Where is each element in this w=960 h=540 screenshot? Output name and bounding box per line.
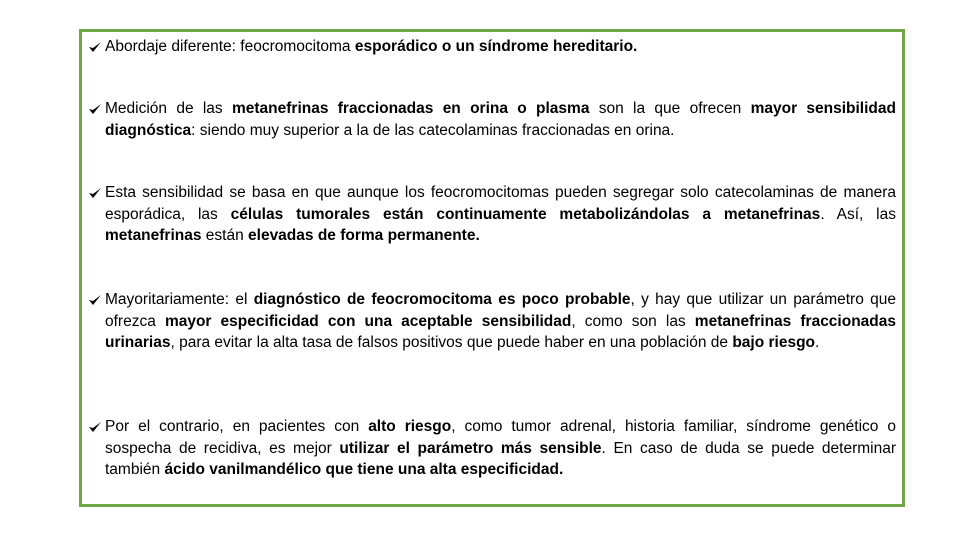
- bold-text: diagnóstico de feocromocitoma es poco probable: [253, 291, 631, 308]
- bold-text: mayor especificidad con una aceptable sensibilidad: [164, 312, 572, 330]
- text-run: Medición de las: [105, 100, 232, 117]
- bullet-text: [105, 291, 896, 351]
- bullet-item: [88, 182, 896, 247]
- bold-text: bajo riesgo: [732, 334, 816, 351]
- bold-text: ácido vanilmandélico que tiene una alta especificidad.: [164, 461, 564, 478]
- bullet-text: [105, 184, 896, 244]
- bullet-text: [105, 418, 896, 478]
- text-run: : siendo muy superior a la de las catecolaminas fraccionadas en orina.: [191, 121, 675, 139]
- bullet-check-icon: [88, 40, 102, 54]
- bold-text: células tumorales están continuamente metabolizándolas a metanefrinas: [230, 205, 821, 223]
- text-run: , y hay que utilizar un parámetro que ofrezca: [105, 291, 896, 330]
- text-run: Abordaje diferente: feocromocitoma: [105, 38, 355, 55]
- text-run: , como tumor adrenal, historia familiar, síndrome genético o sospecha de recidiva, es mejor: [105, 418, 897, 457]
- bullet-check-icon: [88, 420, 102, 434]
- text-run: Por el contrario, en pacientes con: [105, 418, 369, 435]
- text-run: .: [815, 334, 820, 351]
- bullet-item: [88, 98, 896, 141]
- bullet-text: [105, 38, 637, 55]
- bullet-text: [105, 100, 896, 139]
- text-run: son la que ofrecen: [589, 100, 751, 117]
- text-run: , para evitar la alta tasa de falsos positivos que puede haber en una población de: [170, 334, 733, 351]
- bold-text: elevadas de forma permanente.: [248, 227, 480, 244]
- bullet-check-icon: [88, 102, 102, 116]
- bullet-check-icon: [88, 293, 102, 307]
- text-run: . Así, las: [820, 205, 896, 223]
- bullet-check-icon: [88, 186, 102, 200]
- bold-text: mayor sensibilidad diagnóstica: [105, 100, 896, 139]
- bullet-item: [88, 416, 896, 481]
- bold-text: metanefrinas fraccionadas en orina o plasma: [231, 100, 590, 117]
- text-run: . En caso de duda se puede determinar también: [105, 439, 897, 478]
- bold-text: metanefrinas: [105, 227, 202, 244]
- text-run: Mayoritariamente: el: [105, 291, 254, 308]
- bullet-item: [88, 36, 896, 58]
- text-run: , como son las: [571, 312, 695, 330]
- bold-text: esporádico o un síndrome hereditario.: [354, 38, 638, 55]
- bold-text: metanefrinas fraccionadas urinarias: [105, 312, 897, 351]
- bullet-item: [88, 289, 896, 354]
- bold-text: utilizar el parámetro más sensible: [339, 439, 602, 457]
- text-run: Esta sensibilidad se basa en que aunque los feocromocitomas pueden segregar solo catecolaminas de manera esporádica, las: [105, 184, 896, 223]
- bold-text: alto riesgo: [368, 418, 452, 435]
- text-run: están: [201, 227, 249, 244]
